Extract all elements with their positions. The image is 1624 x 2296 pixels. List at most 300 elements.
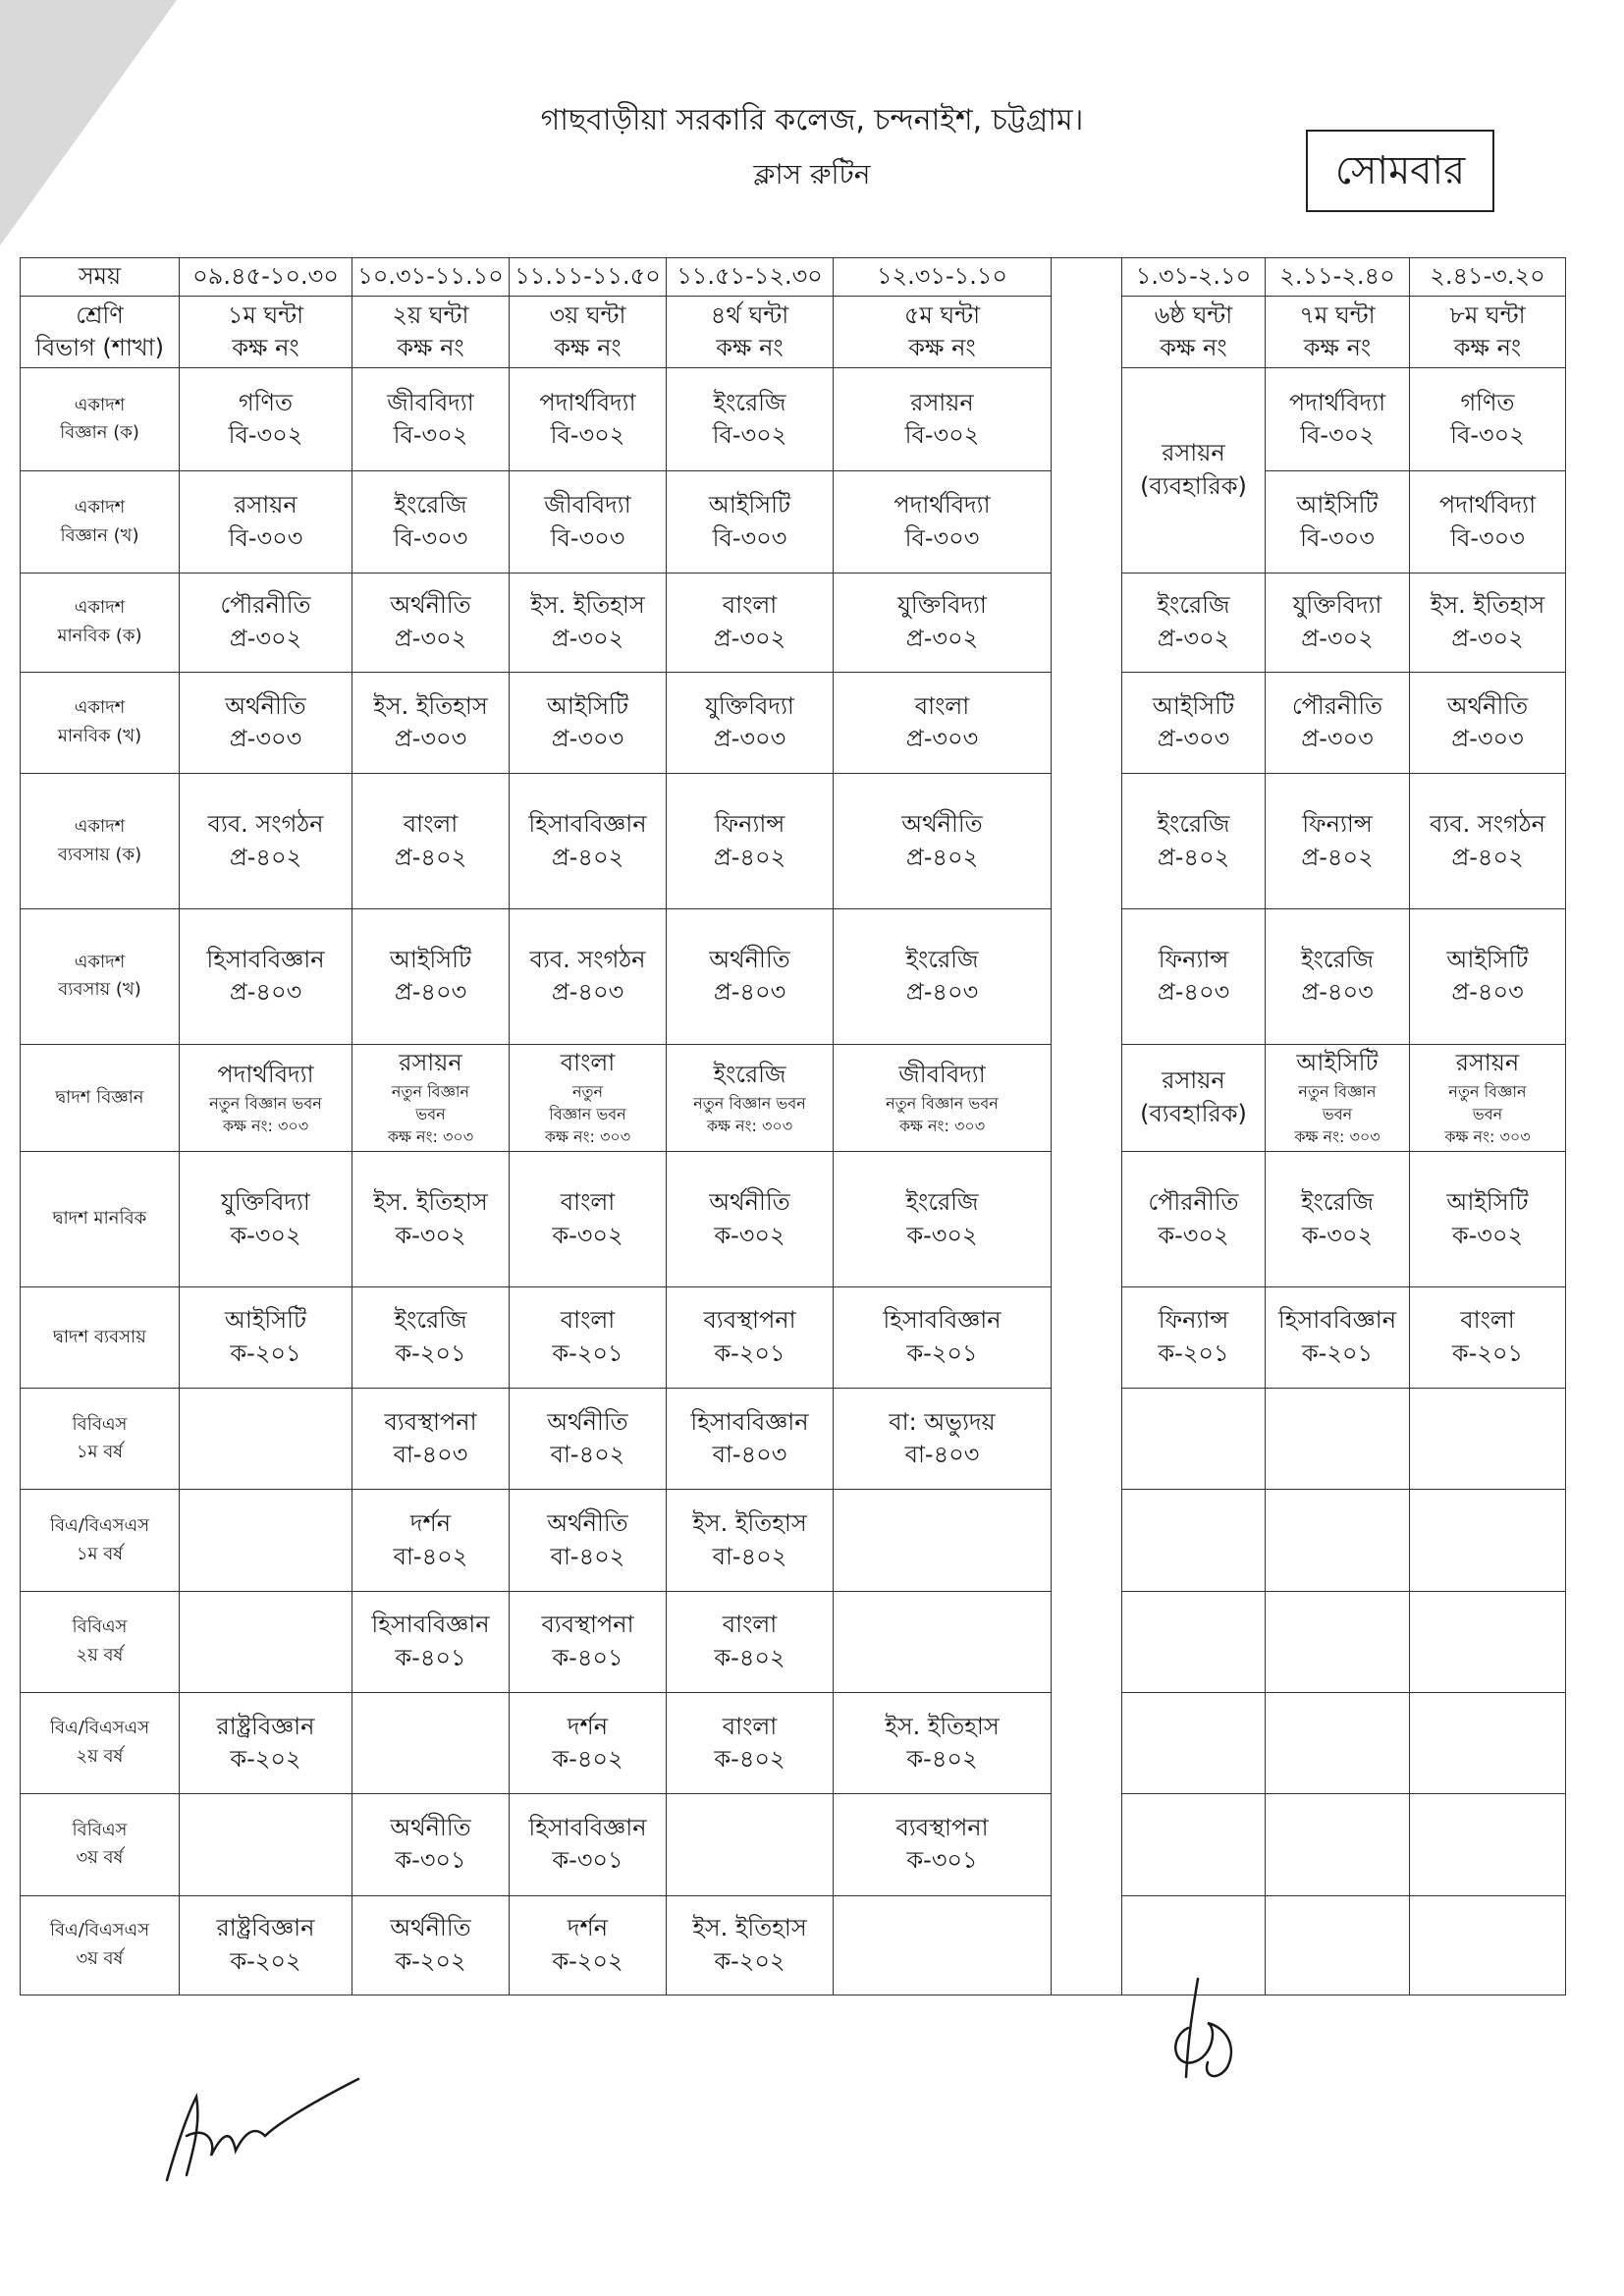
cell-line: নতুন বিজ্ঞান ভবন <box>209 1093 322 1113</box>
cell-line: প্র-৩০৩ <box>394 725 467 753</box>
cell-line: অর্থনীতি <box>547 1407 628 1436</box>
cell-line: ৩য় ঘন্টা <box>549 301 626 329</box>
table-row <box>21 1152 1566 1287</box>
cell-line: বা: অভ্যুদয় <box>889 1407 996 1436</box>
cell-line: আইসিটি <box>1446 1187 1529 1216</box>
cell-line: অর্থনীতি <box>390 591 471 620</box>
class-cell <box>667 1286 834 1388</box>
period-header <box>180 297 352 368</box>
cell-line: পদার্থবিদ্যা <box>1438 491 1537 519</box>
cell-line: কক্ষ নং <box>1453 334 1522 362</box>
class-cell <box>1410 1286 1566 1388</box>
class-name <box>21 1152 180 1287</box>
cell-line: ১ম ঘন্টা <box>227 301 304 329</box>
class-cell <box>667 909 834 1045</box>
time-slot: ১১.৫১-১২.৩০ <box>667 258 834 297</box>
cell-line: বাংলা <box>914 691 970 720</box>
cell-line: ক-৪০১ <box>395 1643 466 1671</box>
period-header <box>352 297 510 368</box>
cell-line: প্র-৪০৩ <box>1451 978 1524 1007</box>
cell-line: কক্ষ নং <box>1303 334 1372 362</box>
class-cell <box>1410 1152 1566 1287</box>
cell-line: ক-৪০২ <box>714 1745 785 1774</box>
cell-line: প্র-৪০২ <box>229 843 302 871</box>
class-cell <box>834 1490 1052 1591</box>
cell-line: বি-৩০২ <box>550 421 625 450</box>
class-cell <box>834 1389 1052 1490</box>
cell-line: ৮ম ঘন্টা <box>1449 301 1526 329</box>
time-slot: ২.১১-২.৪০ <box>1266 258 1410 297</box>
class-name <box>21 673 180 774</box>
cell-line: প্র-৪০২ <box>713 843 786 871</box>
cell-line: ক-৩০২ <box>395 1221 466 1249</box>
signature-right <box>1159 1969 1267 2097</box>
corner-time: সময় <box>21 258 180 297</box>
class-name <box>21 1693 180 1794</box>
class-cell <box>667 1895 834 1995</box>
cell-line: একাদশ <box>74 697 126 719</box>
routine-title: ক্লাস রুটিন <box>753 158 871 191</box>
cell-line: বি-৩০৩ <box>228 523 303 552</box>
cell-line: কক্ষ নং <box>554 334 622 362</box>
cell-line: প্র-৩০২ <box>1301 624 1374 652</box>
class-cell <box>1122 1389 1266 1490</box>
period-header <box>1266 297 1410 368</box>
cell-line: পদার্থবিদ্যা <box>893 491 991 519</box>
class-cell <box>1122 673 1266 774</box>
cell-line: গণিত <box>238 388 294 416</box>
cell-line: প্র-৪০২ <box>1451 843 1524 871</box>
class-cell <box>180 1895 352 1995</box>
class-cell <box>1122 1152 1266 1287</box>
cell-line: প্র-৩০৩ <box>229 725 302 753</box>
corner-class <box>21 297 180 368</box>
class-cell <box>510 573 667 672</box>
class-cell <box>834 1591 1052 1692</box>
class-cell <box>1266 673 1410 774</box>
cell-line: আইসিটি <box>1152 691 1235 720</box>
cell-line: ক-৪০২ <box>552 1745 623 1774</box>
cell-line: বিবিএস <box>72 1616 128 1638</box>
cell-line: ফিন্যান্স <box>714 810 785 839</box>
cell-line: বা-৪০২ <box>550 1441 625 1469</box>
class-cell <box>667 573 834 672</box>
cell-line: নতুন বিজ্ঞান <box>391 1081 470 1101</box>
class-cell <box>1122 1044 1266 1152</box>
class-cell <box>1266 1286 1410 1388</box>
class-cell <box>352 1286 510 1388</box>
class-cell <box>510 1490 667 1591</box>
cell-line: বা-৪০২ <box>550 1542 625 1570</box>
cell-line: বি-৩০২ <box>1300 421 1375 450</box>
class-name <box>21 471 180 573</box>
cell-line: পদার্থবিদ্যা <box>1288 388 1386 416</box>
cell-line: একাদশ <box>74 394 126 415</box>
cell-line: বাংলা <box>722 1712 778 1740</box>
class-cell <box>667 1389 834 1490</box>
cell-line: পৌরনীতি <box>1148 1187 1239 1216</box>
cell-line: কক্ষ নং <box>716 334 784 362</box>
class-cell <box>834 1286 1052 1388</box>
cell-line: বা-৪০২ <box>712 1542 787 1570</box>
class-cell <box>667 1591 834 1692</box>
class-cell <box>180 673 352 774</box>
cell-line: শ্রেণি <box>76 301 124 329</box>
cell-line: (ব্যবহারিক) <box>1140 1099 1247 1127</box>
class-name <box>21 1591 180 1692</box>
class-cell <box>1410 1693 1566 1794</box>
cell-line: কক্ষ নং <box>1160 334 1227 362</box>
cell-line: ক-৪০২ <box>714 1643 785 1671</box>
table-row <box>21 1490 1566 1591</box>
cell-line: মানবিক (ক) <box>57 625 142 646</box>
cell-line: ১ম বর্ষ <box>76 1442 124 1463</box>
cell-line: কক্ষ নং: ৩০৩ <box>1444 1127 1531 1147</box>
cell-line: দ্বাদশ বিজ্ঞান <box>55 1086 144 1108</box>
table-row <box>21 1693 1566 1794</box>
class-cell <box>1410 471 1566 573</box>
cell-line: ভবন <box>1472 1105 1503 1124</box>
cell-line: রসায়ন <box>1162 1066 1225 1095</box>
cell-line: বি-৩০২ <box>712 421 787 450</box>
cell-line: ফিন্যান্স <box>1158 1306 1229 1335</box>
class-cell <box>834 1794 1052 1895</box>
cell-line: অর্থনীতি <box>901 810 983 839</box>
cell-line: ইংরেজি <box>905 1187 979 1216</box>
cell-line: ক-২০২ <box>395 1946 466 1975</box>
cell-line: বিজ্ঞান (খ) <box>60 524 139 546</box>
period-header <box>1410 297 1566 368</box>
class-cell <box>510 1693 667 1794</box>
cell-line: হিসাববিজ্ঞান <box>528 1813 647 1841</box>
cell-line: ইংরেজি <box>713 388 786 416</box>
cell-line: প্র-৩০৩ <box>551 725 624 753</box>
cell-line: জীববিদ্যা <box>544 491 631 519</box>
class-cell <box>834 1693 1052 1794</box>
cell-line: নতুন বিজ্ঞান ভবন <box>886 1093 999 1113</box>
class-cell <box>180 909 352 1045</box>
cell-line: রসায়ন <box>399 1049 462 1077</box>
class-cell <box>1410 573 1566 672</box>
cell-line: রসায়ন <box>910 388 974 416</box>
cell-line: ৩য় বর্ষ <box>76 1947 124 1969</box>
class-cell <box>1122 1591 1266 1692</box>
cell-line: প্র-৪০৩ <box>551 978 624 1007</box>
cell-line: (ব্যবহারিক) <box>1140 471 1247 500</box>
cell-line: ২য় বর্ষ <box>76 1644 124 1666</box>
class-cell <box>667 673 834 774</box>
cell-line: গণিত <box>1460 388 1515 416</box>
cell-line: অর্থনীতি <box>1446 691 1529 720</box>
cell-line: রসায়ন <box>1162 439 1225 467</box>
class-cell <box>510 1286 667 1388</box>
cell-line: প্র-৪০৩ <box>905 978 979 1007</box>
class-cell <box>180 573 352 672</box>
cell-line: বি-৩০৩ <box>1300 523 1375 552</box>
class-name <box>21 368 180 471</box>
cell-line: বাংলা <box>560 1187 616 1216</box>
class-cell <box>834 1044 1052 1152</box>
class-cell <box>180 368 352 471</box>
cell-line: রসায়ন <box>234 491 298 519</box>
table-row <box>21 909 1566 1045</box>
cell-line: হিসাববিজ্ঞান <box>528 810 647 839</box>
cell-line: ক-৩০২ <box>1301 1221 1374 1249</box>
cell-line: জীববিদ্যা <box>898 1060 986 1088</box>
routine-table <box>20 257 1566 1995</box>
cell-line: ইস. ইতিহাস <box>885 1712 1000 1740</box>
cell-line: প্র-৪০২ <box>551 843 624 871</box>
cell-line: প্র-৪০৩ <box>394 978 467 1007</box>
class-cell <box>1122 909 1266 1045</box>
class-cell <box>180 1794 352 1895</box>
class-cell <box>180 1591 352 1692</box>
period-row <box>21 297 1566 368</box>
class-cell <box>180 1152 352 1287</box>
cell-line: ক-২০১ <box>906 1339 978 1368</box>
cell-line: বি-৩০২ <box>393 421 468 450</box>
cell-line: ইংরেজি <box>1301 945 1374 973</box>
time-slot: ১১.১১-১১.৫০ <box>510 258 667 297</box>
class-cell <box>667 368 834 471</box>
cell-line: ক-৩০১ <box>552 1846 623 1875</box>
cell-line: বা-৪০৩ <box>393 1441 468 1469</box>
cell-line: বি-৩০২ <box>1450 421 1525 450</box>
cell-line: বাংলা <box>1460 1306 1515 1335</box>
period-header <box>510 297 667 368</box>
cell-line: মানবিক (খ) <box>57 726 142 747</box>
class-cell <box>1266 1490 1410 1591</box>
cell-line: ক-৩০২ <box>714 1221 785 1249</box>
class-cell <box>667 1693 834 1794</box>
class-cell <box>352 1895 510 1995</box>
table-row <box>21 1389 1566 1490</box>
class-cell <box>667 774 834 909</box>
class-cell <box>352 774 510 909</box>
table-row <box>21 1794 1566 1895</box>
cell-line: বাংলা <box>722 591 778 620</box>
cell-line: ইংরেজি <box>394 1306 467 1335</box>
class-cell <box>510 1794 667 1895</box>
class-name <box>21 1286 180 1388</box>
cell-line: বিএ/বিএসএস <box>49 1920 150 1941</box>
cell-line: হিসাববিজ্ঞান <box>690 1407 809 1436</box>
class-cell <box>352 368 510 471</box>
cell-line: ক-৩০১ <box>906 1846 978 1875</box>
cell-line: ব্যবস্থাপনা <box>384 1407 477 1436</box>
cell-line: যুক্তিবিদ্যা <box>897 591 987 620</box>
class-cell <box>1122 1693 1266 1794</box>
table-row <box>21 673 1566 774</box>
class-name <box>21 1794 180 1895</box>
cell-line: প্র-৪০২ <box>394 843 467 871</box>
class-cell <box>1410 1044 1566 1152</box>
cell-line: বিজ্ঞান ভবন <box>549 1105 626 1124</box>
cell-line: আইসিটি <box>389 945 472 973</box>
cell-line: কক্ষ নং <box>908 334 976 362</box>
class-cell <box>352 1152 510 1287</box>
cell-line: কক্ষ নং <box>232 334 299 362</box>
cell-line: বা-৪০৩ <box>712 1441 787 1469</box>
cell-line: ক-৩০২ <box>906 1221 978 1249</box>
day-label: সোমবার <box>1306 130 1494 212</box>
class-cell <box>180 1044 352 1152</box>
cell-line: ৬ষ্ঠ ঘন্টা <box>1154 301 1233 329</box>
break-column <box>1052 258 1122 1995</box>
cell-line: অর্থনীতি <box>225 691 306 720</box>
cell-line: বিএ/বিএসএস <box>49 1514 150 1536</box>
cell-line: আইসিটি <box>1296 1049 1379 1077</box>
cell-line: ইংরেজি <box>1157 591 1230 620</box>
cell-line: ব্যবস্থাপনা <box>703 1306 796 1335</box>
period-header <box>667 297 834 368</box>
cell-line: ক-২০১ <box>395 1339 466 1368</box>
table-row <box>21 573 1566 672</box>
class-cell <box>352 1044 510 1152</box>
cell-line: নতুন বিজ্ঞান ভবন <box>693 1093 806 1113</box>
cell-line: প্র-৩০২ <box>551 624 624 652</box>
class-cell <box>834 471 1052 573</box>
class-cell <box>667 1794 834 1895</box>
class-cell <box>834 368 1052 471</box>
period-header <box>834 297 1052 368</box>
cell-line: আইসিটি <box>1446 945 1529 973</box>
table-row <box>21 368 1566 471</box>
class-cell <box>180 1286 352 1388</box>
class-cell <box>510 909 667 1045</box>
cell-line: প্র-৪০২ <box>905 843 979 871</box>
class-cell <box>510 673 667 774</box>
class-cell <box>1410 368 1566 471</box>
cell-line: ক-৩০১ <box>395 1846 466 1875</box>
cell-line: ক-৩০২ <box>1158 1221 1229 1249</box>
cell-line: বা-৪০৩ <box>904 1441 980 1469</box>
cell-line: ক-২০১ <box>1301 1339 1374 1368</box>
class-cell <box>834 1895 1052 1995</box>
cell-line: বি-৩০৩ <box>1450 523 1525 552</box>
cell-line: ক-৩০২ <box>552 1221 623 1249</box>
cell-line: ইংরেজি <box>1157 810 1230 839</box>
cell-line: ব্যবস্থাপনা <box>895 1813 989 1841</box>
class-cell <box>1410 673 1566 774</box>
cell-line: অর্থনীতি <box>709 945 790 973</box>
cell-line: বিভাগ (শাখা) <box>34 334 165 362</box>
cell-line: বাংলা <box>722 1611 778 1639</box>
table-row <box>21 1895 1566 1995</box>
time-slot: ১.৩১-২.১০ <box>1122 258 1266 297</box>
college-name: গাছবাড়ীয়া সরকারি কলেজ, চন্দনাইশ, চট্টগ্রাম। <box>540 103 1084 137</box>
cell-line: প্র-৪০২ <box>1157 843 1230 871</box>
cell-line: একাদশ <box>74 815 126 837</box>
cell-line: বিএ/বিএসএস <box>49 1718 150 1739</box>
cell-line: ইস. ইতিহাস <box>373 691 488 720</box>
class-cell <box>510 1591 667 1692</box>
cell-line: আইসিটি <box>708 491 791 519</box>
cell-line: বিবিএস <box>72 1413 128 1435</box>
cell-line: যুক্তিবিদ্যা <box>221 1187 310 1216</box>
cell-line: ক-৩০২ <box>1451 1221 1524 1249</box>
cell-line: বিবিএস <box>72 1819 128 1840</box>
cell-line: ব্যব. সংগঠন <box>1430 810 1545 839</box>
class-cell <box>1122 774 1266 909</box>
cell-line: জীববিদ্যা <box>387 388 474 416</box>
cell-line: ভবন <box>1322 1105 1353 1124</box>
cell-line: বি-৩০৩ <box>550 523 625 552</box>
class-cell <box>667 1044 834 1152</box>
cell-line: ক-২০২ <box>552 1946 623 1975</box>
cell-line: ক-২০১ <box>1158 1339 1229 1368</box>
cell-line: কক্ষ নং <box>397 334 464 362</box>
cell-line: কক্ষ নং: ৩০৩ <box>898 1116 986 1135</box>
cell-line: দর্শন <box>567 1914 609 1942</box>
table-row <box>21 774 1566 909</box>
cell-line: পদার্থবিদ্যা <box>539 388 636 416</box>
class-cell <box>667 1490 834 1591</box>
period-header <box>1122 297 1266 368</box>
cell-line: বাংলা <box>560 1306 616 1335</box>
class-name <box>21 774 180 909</box>
class-cell <box>1410 1389 1566 1490</box>
cell-line: ভবন <box>415 1105 446 1124</box>
class-cell <box>1266 1389 1410 1490</box>
cell-line: ২য় ঘন্টা <box>392 301 469 329</box>
cell-line: হিসাববিজ্ঞান <box>371 1611 490 1639</box>
cell-line: বি-৩০৩ <box>393 523 468 552</box>
class-name <box>21 909 180 1045</box>
cell-line: একাদশ <box>74 496 126 518</box>
class-cell <box>834 573 1052 672</box>
cell-line: ক-২০২ <box>714 1946 785 1975</box>
class-cell <box>352 909 510 1045</box>
class-cell <box>352 1591 510 1692</box>
cell-line: আইসিটি <box>546 691 629 720</box>
class-cell <box>180 471 352 573</box>
cell-line: বা-৪০২ <box>393 1542 468 1570</box>
cell-line: প্র-৩০২ <box>229 624 302 652</box>
cell-line: হিসাববিজ্ঞান <box>1277 1306 1397 1335</box>
class-cell <box>1122 573 1266 672</box>
class-cell <box>1410 1591 1566 1692</box>
cell-line: একাদশ <box>74 951 126 972</box>
cell-line: প্র-৩০৩ <box>1301 725 1374 753</box>
class-cell <box>1266 1152 1410 1287</box>
cell-line: ক-২০২ <box>230 1946 301 1975</box>
class-cell <box>510 1152 667 1287</box>
class-cell <box>1122 368 1266 574</box>
class-cell <box>1266 573 1410 672</box>
class-cell <box>352 471 510 573</box>
cell-line: একাদশ <box>74 597 126 619</box>
cell-line: পৌরনীতি <box>1291 691 1383 720</box>
class-cell <box>1410 909 1566 1045</box>
cell-line: ইস. ইতিহাস <box>692 1914 807 1942</box>
class-cell <box>667 1152 834 1287</box>
cell-line: প্র-৩০৩ <box>1157 725 1230 753</box>
cell-line: প্র-৩০৩ <box>905 725 979 753</box>
cell-line: ইংরেজি <box>394 491 467 519</box>
cell-line: ব্যবসায় (ক) <box>57 844 142 865</box>
cell-line: অর্থনীতি <box>547 1509 628 1538</box>
table-row <box>21 1044 1566 1152</box>
cell-line: ক-৩০২ <box>230 1221 301 1249</box>
class-cell <box>510 1895 667 1995</box>
class-cell <box>1266 1895 1410 1995</box>
class-cell <box>1122 1286 1266 1388</box>
cell-line: ব্যবস্থাপনা <box>541 1611 634 1639</box>
cell-line: দ্বাদশ ব্যবসায় <box>53 1326 146 1347</box>
class-cell <box>1266 1591 1410 1692</box>
cell-line: রাষ্ট্রবিজ্ঞান <box>216 1712 315 1740</box>
